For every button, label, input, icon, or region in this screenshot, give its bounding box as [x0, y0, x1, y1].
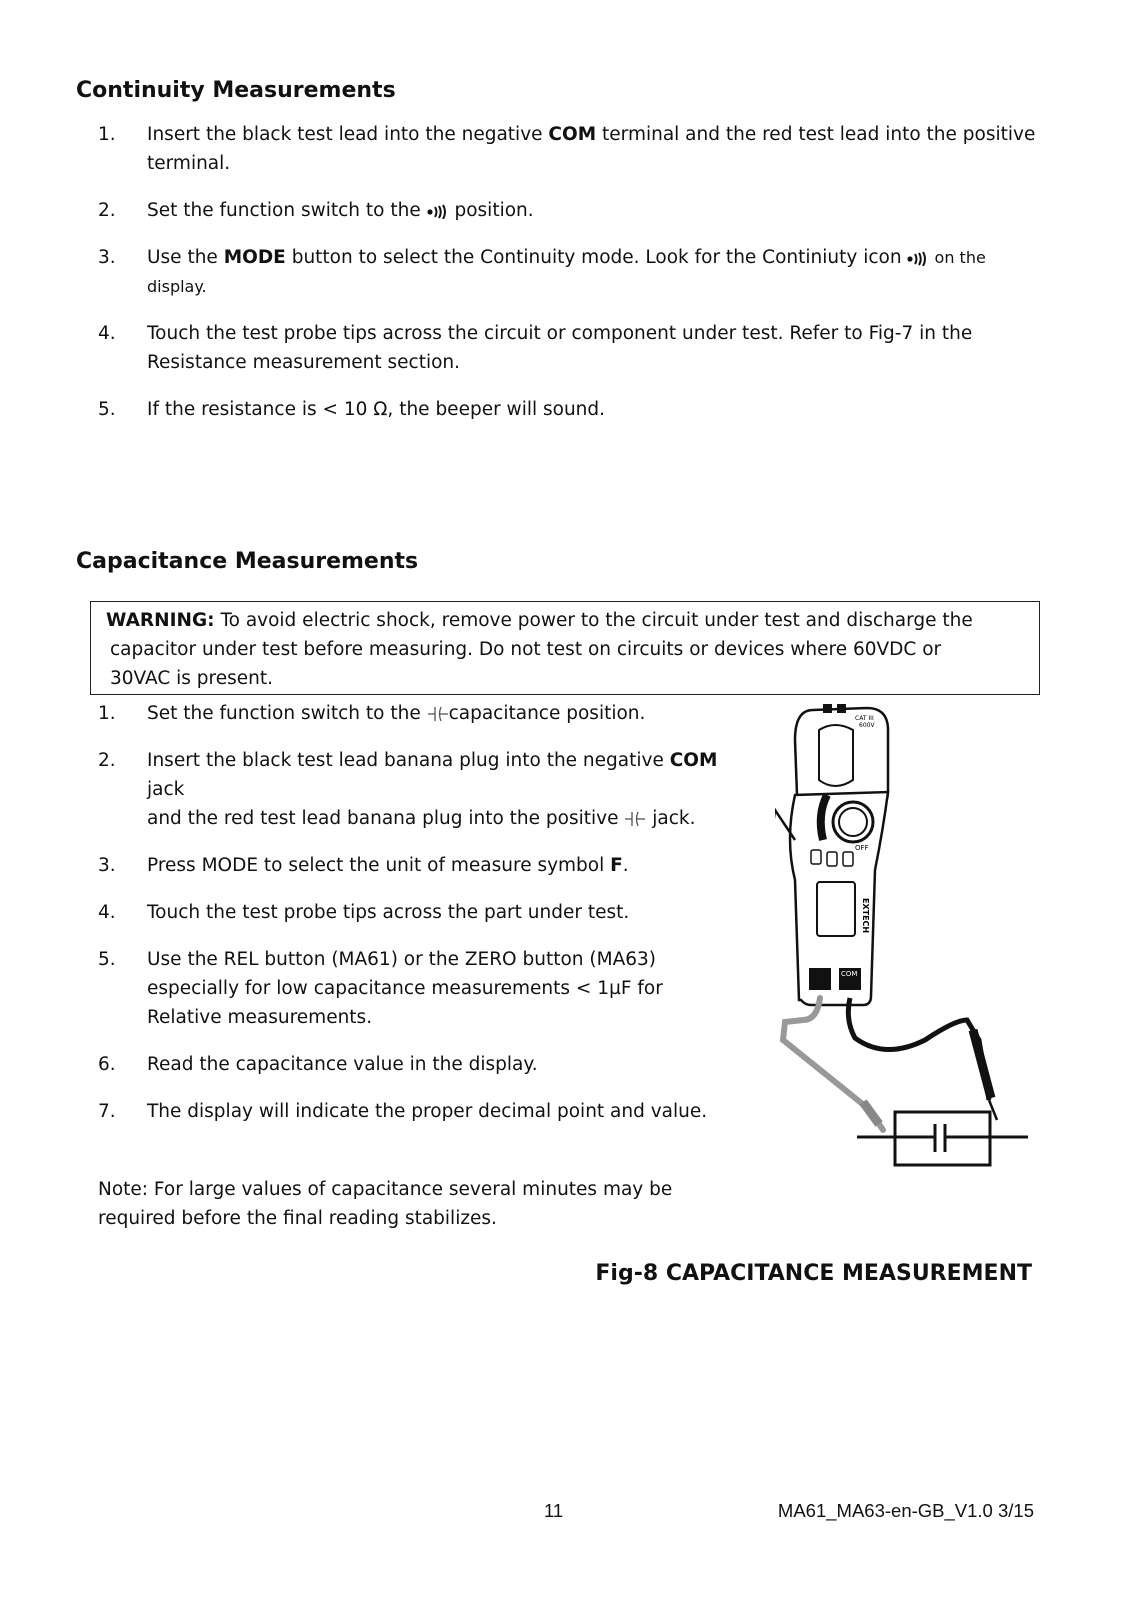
step-number: 3. — [98, 247, 116, 268]
step-number: 2. — [98, 750, 116, 771]
warning-box — [90, 601, 1040, 695]
step-number: 7. — [98, 1101, 116, 1122]
step-number: 1. — [98, 124, 116, 145]
svg-text:OFF: OFF — [855, 844, 869, 852]
step-text: Use the REL button (MA61) or the ZERO button (MA63) especially for low capacitance measurements < 1µF for Relative measurements. — [147, 949, 663, 1028]
figure-caption: Fig-8 CAPACITANCE MEASUREMENT — [595, 1261, 1032, 1286]
clamp-meter-illustration — [775, 700, 1035, 1200]
warning-text: To avoid electric shock, remove power to the circuit under test and discharge the — [214, 610, 973, 631]
step-number: 5. — [98, 399, 116, 420]
svg-text:EXTECH: EXTECH — [861, 898, 870, 934]
capacitor-icon — [427, 705, 449, 723]
step-text: Press MODE to select the unit of measure symbol F. — [147, 855, 629, 876]
step-text: Touch the test probe tips across the circuit or component under test. Refer to Fig-7 in the Resistance measurement section. — [147, 323, 973, 373]
section-title-capacitance: Capacitance Measurements — [76, 549, 419, 574]
warning-label: WARNING: — [106, 610, 215, 631]
step-text: If the resistance is < 10 Ω, the beeper will sound. — [147, 399, 606, 420]
step-text: Set the function switch to the position. — [147, 200, 534, 221]
step-number: 3. — [98, 855, 116, 876]
step-text: Set the function switch to the capacitance position. — [147, 703, 646, 724]
step-text: Insert the black test lead into the negative COM terminal and the red test lead into the positive terminal. — [147, 124, 1036, 174]
step-number: 5. — [98, 949, 116, 970]
continuity-icon — [907, 250, 929, 266]
step-number: 1. — [98, 703, 116, 724]
document-id: MA61_MA63-en-GB_V1.0 3/15 — [777, 1500, 1034, 1521]
step-text: Use the MODE button to select the Continuity mode. Look for the Continiuty icon on the display. — [147, 247, 986, 296]
step-number: 4. — [98, 323, 116, 344]
section-title-continuity: Continuity Measurements — [76, 78, 396, 103]
svg-text:COM: COM — [841, 970, 858, 978]
warning-text: capacitor under test before measuring. Do not test on circuits or devices where 60VDC or — [110, 639, 942, 660]
svg-text:600V: 600V — [859, 722, 875, 729]
step-number: 4. — [98, 902, 116, 923]
continuity-icon — [427, 203, 449, 219]
step-text: Insert the black test lead banana plug into the negative COM jack and the red test lead banana plug into the positive jack. — [147, 750, 718, 829]
step-text: Read the capacitance value in the display. — [147, 1054, 538, 1075]
step-text: The display will indicate the proper decimal point and value. — [147, 1101, 708, 1122]
warning-text: 30VAC is present. — [110, 668, 274, 689]
svg-text:CAT III: CAT III — [855, 715, 874, 722]
step-text: Touch the test probe tips across the part under test. — [147, 902, 630, 923]
step-number: 6. — [98, 1054, 116, 1075]
capacitor-icon — [624, 810, 646, 828]
note: Note: For large values of capacitance several minutes may be required before the final reading stabilizes. — [98, 1179, 673, 1229]
page-number: 11 — [544, 1500, 564, 1521]
step-number: 2. — [98, 200, 116, 221]
